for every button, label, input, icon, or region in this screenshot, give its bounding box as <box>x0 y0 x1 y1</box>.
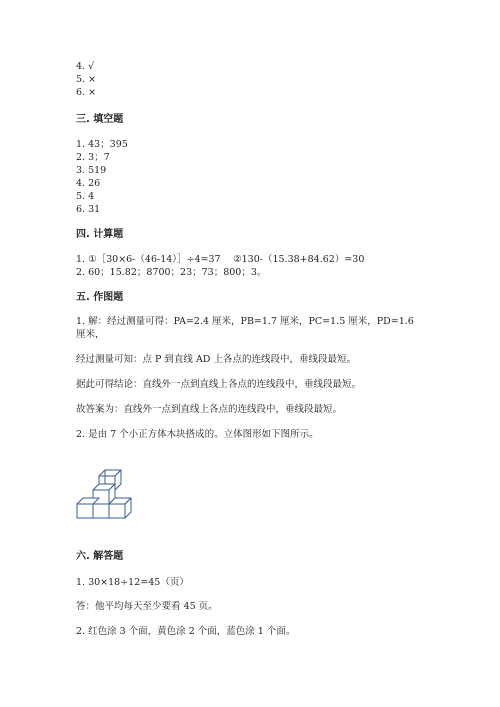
section-heading-fill-in: 三. 填空题 <box>76 114 124 125</box>
drawing-answer-2: 2. 是由 7 个小正方体木块搭成的。立体图形如下图所示。 <box>76 429 319 440</box>
solution-step-1: 1. 30×18÷12=45（页） <box>76 577 189 588</box>
fill-in-item-2: 2. 3；7 <box>76 152 110 163</box>
section-heading-solution: 六. 解答题 <box>76 551 124 562</box>
solution-answer-1: 答：他平均每天至少要看 45 页。 <box>76 601 218 612</box>
cube-stack-lines <box>77 470 131 518</box>
drawing-conclusion: 据此可得结论：直线外一点到直线上各点的连线段中，垂线段最短。 <box>76 379 362 390</box>
answer-item-6: 6. × <box>76 87 97 98</box>
fill-in-item-4: 4. 26 <box>76 178 101 189</box>
cube-stack-figure <box>74 458 144 524</box>
drawing-answer-1: 1. 解：经过测量可得：PA=2.4 厘米，PB=1.7 厘米，PC=1.5 厘米，PD=1.6 厘米， <box>76 316 414 340</box>
section-heading-calculation: 四. 计算题 <box>76 229 124 240</box>
fill-in-item-3: 3. 519 <box>76 165 107 176</box>
calculation-line-1: 1. ①［30×6-（46-14）］÷4=37 ②130-（15.38+84.62）=30 <box>76 254 365 265</box>
solution-answer-2: 2. 红色涂 3 个面，黄色涂 2 个面，蓝色涂 1 个面。 <box>76 626 296 637</box>
fill-in-item-6: 6. 31 <box>76 204 101 215</box>
fill-in-item-1: 1. 43；395 <box>76 139 128 150</box>
section-heading-drawing: 五. 作图题 <box>76 292 124 303</box>
fill-in-item-5: 5. 4 <box>76 191 95 202</box>
answer-item-4: 4. √ <box>76 61 95 72</box>
drawing-observation: 经过测量可知：点 P 到直线 AD 上各点的连线段中，垂线段最短。 <box>76 354 356 365</box>
calculation-line-2: 2. 60；15.82；8700；23；73；800；3。 <box>76 267 267 278</box>
drawing-final-answer: 故答案为：直线外一点到直线上各点的连线段中，垂线段最短。 <box>76 404 343 415</box>
answer-item-5: 5. × <box>76 74 97 85</box>
